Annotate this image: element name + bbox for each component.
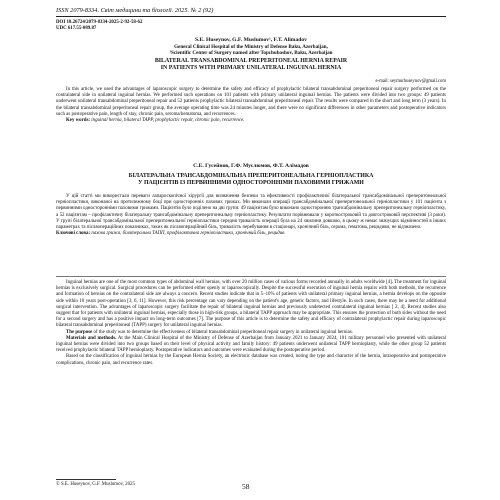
keywords-ua-text: пахова грижа, білатеральна ТАПП, профілактична герніопластика, хронічний біль, рецидив. (91, 231, 286, 237)
doi-line: DOI 10.26724/2079-8334-2025-2-92-58-62 (56, 20, 143, 25)
affiliation-2: ¹Scientific Center of Surgery named after Topchubashov, Baku, Azerbaijan (169, 50, 333, 56)
affiliation-1: General Clinical Hospital of the Ministry of Defense Baku, Azerbaijan, (174, 44, 328, 50)
introduction-paragraph: Inguinal hernias are one of the most common types of abdominal wall hernias, with over 20 million cases of various forms recorded annually in adults worldwide [4]. The treatment for inguinal hernias is exclusively surgical. Surgical procedures can be performed either openly or laparoscopically. Despite the successful execution of inguinal hernia repairs with both methods, the recurrence and formation of hernias on the contralateral side are always a concern. Recent studies indicate that in 5–10% of patients with unilateral primary inguinal hernias, a hernia develops on the opposite side within 10 years post-operation [3, 6, 11]. However, this risk percentage can vary depending on the patient's age, genetic factors, and lifestyle. In such cases, there may be a need for additional surgical intervention. The advantages of laparoscopic surgery facilitate the repair of bilateral inguinal hernias and previously undetected contralateral inguinal hernias [ 2, 4]. Recent studies also suggest that for patients with unilateral inguinal hernias, especially those in high-risk groups, a bilateral TAPP approach may be appropriate. This ensures the protection of both sides without the need for a second surgery and has a positive impact on long-term outcomes [7]. The purpose of this article is to determine the safety and efficacy of contralateral prophylactic repair during laparoscopic bilateral transabdominal preperitoneal (TAPP) surgery for unilateral inguinal hernias. (56, 280, 446, 329)
keywords-en-label: Key words: (66, 118, 91, 124)
methods-paragraph (56, 336, 446, 355)
copyright-line: © S.E. Huseynov, G.F. Muslumov, 2025 (56, 482, 135, 487)
abstract-divider (56, 276, 446, 277)
authors-en: S.E. Huseynov, G.F. Muslumov¹, F.T. Alimadov (195, 37, 307, 43)
page-number: 58 (242, 482, 250, 491)
udc-line: UDC 617.55-089.87 (56, 26, 97, 31)
methods-label: Materials and methods. (66, 335, 117, 341)
keywords-en (56, 118, 446, 124)
authors-ua: С.Е. Гусейнов, Г.Ф. Муслюмов, Ф.Т. Алімадов (193, 163, 309, 169)
journal-header: ISSN 2079-8334. Світ медицини та біології. 2025. № 2 (92) (56, 7, 214, 14)
title-ua-line-2: У ПАЦІЄНТІВ ІЗ ПЕРВИННИМИ ОДНОСТОРОННІМИ ПАХОВИМИ ГРИЖАМИ (138, 180, 364, 186)
abstract-ua-text: У цій статті ми використали переваги лапароскопічної хірургії для визначення безпеки та ефективності профілактичної білатеральної трансабдомінальної преперитонеальної герніопластики, виконаної на протилежному боці при односторонніх пахових грижах. Ми виконали операції трансабдомінальної преперитонеальної герніопластики у 101 пацієнта з первинними односторонніми паховими грижами. Пацієнтів було поділено на дві групи: 49 пацієнтам було виконано односторонню трансабдомінальну преперитонеальну герніопластику, а 52 пацієнтам – профілактичну білатеральну трансабдомінальну преперитонеальну герніопластику. Результати порівнювали у короткостроковій та довгостроковій перспективі (3 роки). У групі білатеральної трансабдомінальної преперитонеальної герніопластики середня тривалість операції була на 24 хвилини довшою, в цьому ж немає значущих відмінностей в інших параметрах та післяопераційних показниках, таких як післяопераційний біль, тривалість перебування в стаціонарі, хронічний біль, серома, гематома, рецидиви, не відзначено. (56, 194, 446, 231)
purpose-text: of the study was to determine the effectiveness of bilateral transabdominal preperitoneal repair surgery in unilateral inguinal hernias. (93, 329, 353, 335)
methods-paragraph-2: Based on the classification of inguinal hernias by the European Hernia Society, an electronic database was created, noting the type and character of the hernia, intraoperative and postoperative complications, chronic pain, and recurrence rates. (56, 354, 446, 366)
keywords-en-text: inguinal hernia, bilateral TAPP, prophylactic repair, chronic pain, recurrence. (91, 118, 245, 124)
header-rule (56, 16, 446, 17)
abstract-en-text: In this article, we used the advantages of laparoscopic surgery to determine the safety and efficacy of prophylactic bilateral transabdominal preperitoneal repair surgery performed on the contralateral side in unilateral inguinal hernias. We performed such operations on 101 patients with primary unilateral inguinal hernias. The patients were divided into two groups: 49 patients underwent unilateral transabdominal preperitoneal repair and 52 patients prophylactic bilateral transabdominal preperitoneal repair. The results were compared in the short and long term (3 years). In the bilateral transabdominal preperitoneal repair group, the average operating time was 24 minutes longer, and there were no significant differences in other parameters and postoperative indicators such as postoperative pain, length of stay, chronic pain, seroma/hematoma, and recurrences. (56, 87, 446, 117)
title-ua-line-1: БІЛАТЕРАЛЬНА ТРАНСАБДОМІНАЛЬНА ПРЕПЕРИТОНЕАЛЬНА ГЕРНІОПЛАСТИКА (128, 173, 374, 179)
keywords-ua-label: Ключові слова: (56, 231, 91, 237)
title-en-line-2: IN PATIENTS WITH PRIMARY UNILATERAL INGUINAL HERNIA (160, 65, 342, 71)
footer-rule (56, 479, 116, 480)
methods-text: At the Main Clinical Hospital of the Ministry of Defense of Azerbaijan from January 2021 to January 2024, 101 military personnel who presented with unilateral inguinal hernias were divided into two groups based on their level of physical activity and family history: 49 patients underwent unilateral TAPP hernioplasty, while the other group 52 patients received prophylactic bilateral TAPP hernioplasty. Postoperative indicators and outcomes were evaluated during the postoperative period. (56, 335, 447, 354)
keywords-ua (56, 231, 446, 237)
purpose-label: The purpose (66, 329, 93, 335)
abstract-en (56, 87, 446, 124)
author-email: e-mail: seymurhuseynov@gmail.com (375, 79, 446, 84)
article-body (56, 280, 446, 367)
title-en-line-1: BILATERAL TRANSABDOMINAL PREPERITONEAL HERNIA REPAIR (154, 58, 348, 64)
abstract-ua (56, 194, 446, 237)
